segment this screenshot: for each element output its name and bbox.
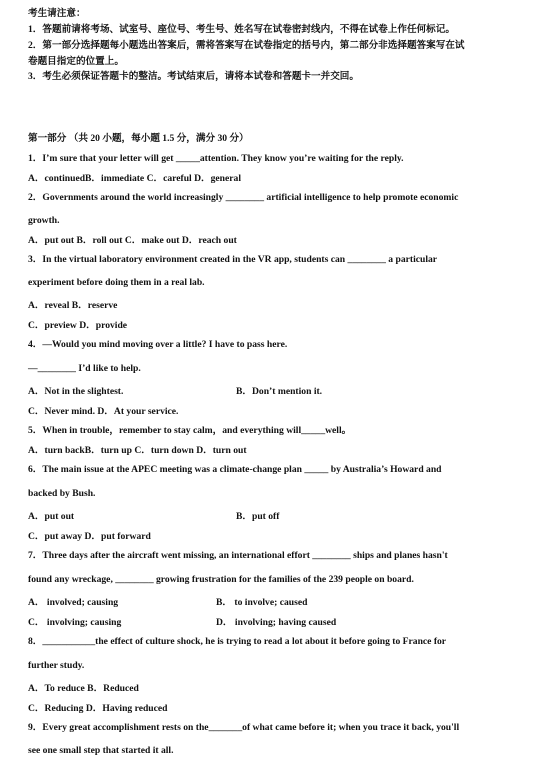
question-stem: —________ I’d like to help. [28, 363, 141, 374]
question-stem: 2．Governments around the world increasingly ________ artificial intelligence to help promote economic [28, 192, 459, 203]
question-stem: further study. [28, 660, 85, 671]
option-a: A． involved; causing [28, 597, 119, 608]
option-b: B． to involve; caused [216, 597, 308, 608]
question-options: A．continuedB．immediate C．careful D．general [28, 173, 241, 184]
question-stem: found any wreckage, ________ growing frustration for the families of the 239 people on board. [28, 574, 414, 585]
option-b: B．put off [236, 511, 280, 522]
question-options: C．preview D．provide [28, 320, 128, 331]
option-a: A．Not in the slightest. [28, 386, 124, 397]
question-options: C．Never mind. D．At your service. [28, 406, 179, 417]
question-options: C．Reducing D．Having reduced [28, 703, 168, 714]
question-stem: 5．When in trouble，remember to stay calm，and everything will_____well。 [28, 425, 352, 436]
notice-item: 2．第一部分选择题每小题选出答案后，需将答案写在试卷指定的括号内，第二部分非选择题答案写在试 [28, 40, 465, 51]
question-options: A．turn backB．turn up C．turn down D．turn out [28, 445, 247, 456]
question-options: A．put out B．roll out C．make out D．reach out [28, 235, 237, 246]
question-stem: growth. [28, 215, 60, 226]
question-options-row [28, 511, 528, 523]
question-stem: 4．—Would you mind moving over a little? I have to pass here. [28, 339, 288, 350]
question-options-row [28, 617, 528, 629]
question-stem: see one small step that started it all. [28, 745, 174, 756]
question-stem: 3．In the virtual laboratory environment created in the VR app, students can ________ a particular [28, 254, 438, 265]
question-stem: 9．Every great accomplishment rests on the_______of what came before it; when you trace it back, you'll [28, 722, 460, 733]
question-stem: backed by Bush. [28, 488, 96, 499]
notice-item: 1．答题前请将考场、试室号、座位号、考生号、姓名写在试卷密封线内，不得在试卷上作任何标记。 [28, 24, 455, 35]
notice-item: 3．考生必须保证答题卡的整洁。考试结束后，请将本试卷和答题卡一并交回。 [28, 71, 359, 82]
question-stem: 7．Three days after the aircraft went missing, an international effort ________ ships and planes hasn't [28, 550, 448, 561]
question-options-row [28, 386, 528, 398]
option-a: A．put out [28, 511, 75, 522]
question-stem: 8．___________the effect of culture shock, he is trying to read a lot about it before going to France for [28, 636, 447, 647]
question-options: C．put away D．put forward [28, 531, 151, 542]
question-options-row [28, 597, 528, 609]
question-stem: 1．I’m sure that your letter will get _____attention. They know you’re waiting for the reply. [28, 153, 404, 164]
notice-title: 考生请注意： [28, 8, 86, 19]
question-options: A．To reduce B．Reduced [28, 683, 139, 694]
question-stem: 6．The main issue at the APEC meeting was a climate-change plan _____ by Australia’s Howard and [28, 464, 442, 475]
section-title: 第一部分 （共 20 小题，每小题 1.5 分，满分 30 分） [28, 133, 249, 144]
notice-item: 卷题目指定的位置上。 [28, 56, 124, 67]
option-b: B．Don’t mention it. [236, 386, 323, 397]
option-d: D． involving; having caused [216, 617, 337, 628]
option-c: C． involving; causing [28, 617, 122, 628]
question-stem: experiment before doing them in a real lab. [28, 277, 205, 288]
question-options: A．reveal B．reserve [28, 300, 118, 311]
